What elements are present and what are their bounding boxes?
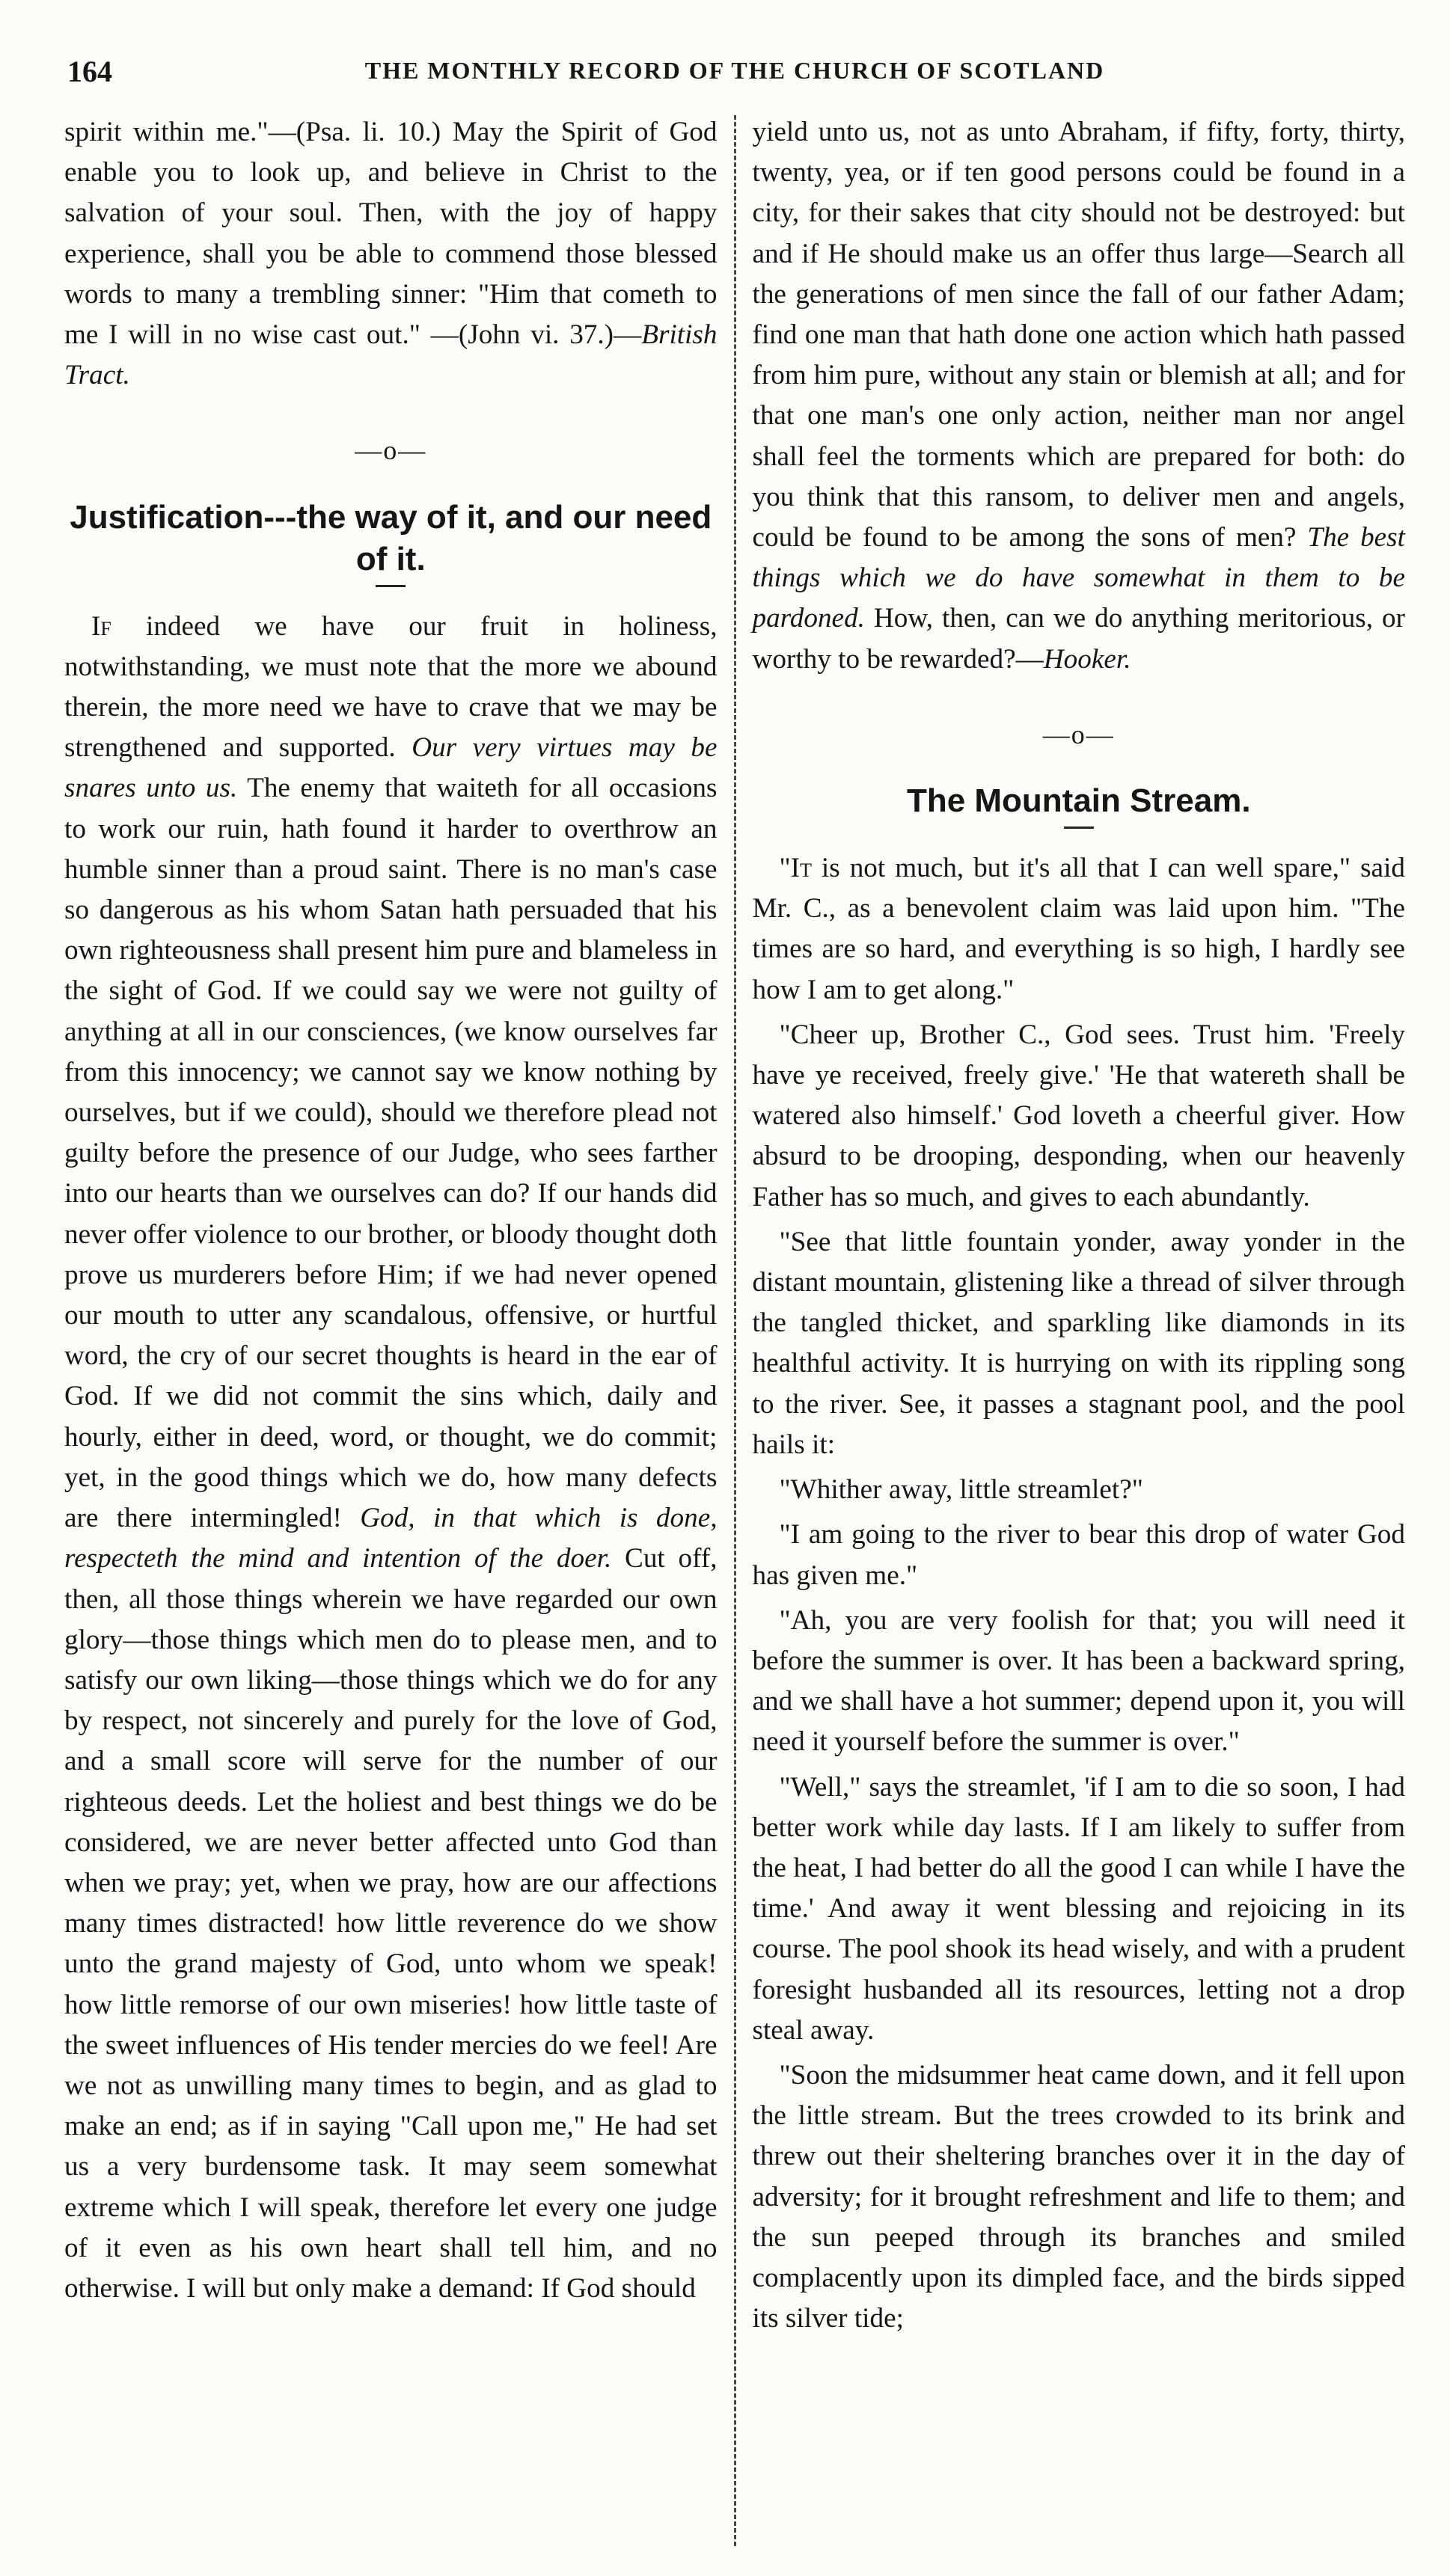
story-paragraph: "Whither away, little streamlet?" [779,1474,1143,1506]
story-paragraph: "Soon the midsummer heat came down, and it fell upon the little stream. But the trees crowded to its brink and threw out their sheltering branches over it in the day of adversity; for it brought refreshment and life to them; and the sun peeped through its branches and smiled complacently upon its dimpled face, and the birds sipped its silver tide; [752,2059,1405,2334]
title-rule [1064,827,1094,829]
justification-paragraph [64,607,718,2310]
emphasis-text: The best things which we do have somewhat in them to be pardoned. [752,522,1405,634]
paragraph-text: yield unto us, not as unto Abraham, if fifty, forty, thirty, twenty, yea, or if ten good persons could be found in a city, for their sakes that city should not be destroyed: but and if He should make us an offer thus large—Search all the generations of men since the fall of our father Adam; find one man that hath done one action which hath passed from him pure, without any stain or blemish at all; and for that one man's one only action, neither man nor angel shall feel the torments which are prepared for both: do you think that this ransom, to deliver men and angels, could be found to be among the sons of men? [752,117,1405,553]
story-paragraph: "I am going to the river to bear this drop of water God has given me." [752,1519,1405,1591]
running-title: THE MONTHLY RECORD OF THE CHURCH OF SCOTLAND [364,57,1105,84]
emphasis-text: Our very virtues may be snares unto us. [64,732,718,804]
paragraph-text: is not much, but it's all that I can well spare," said Mr. C., as a benevolent claim was laid upon him. "The times are so hard, and everything is so high, I hardly see how I am to get along." [752,853,1405,1005]
emphasis-text: God, in that which is done, respecteth the mind and intention of the doer. [64,1503,718,1574]
story-paragraph: "Cheer up, Brother C., God sees. Trust him. 'Freely have ye received, freely give.' 'He that watereth shall be watered also himself.' God loveth a cheerful giver. How absurd to be drooping, desponding, when our heavenly Father has so much, and gives to each abundantly. [752,1019,1405,1212]
intro-paragraph [64,112,718,396]
separator: —o— [1042,719,1115,749]
separator: —o— [355,435,427,466]
paragraph-text: indeed we have our fruit in holiness, notwithstanding, we must note that the more we abound therein, the more need we have to crave that we may be strengthened and supported. [64,610,718,764]
article-title-justification: Justification---the way of it, and our need of it. [70,498,712,577]
story-paragraph: "Ah, you are very foolish for that; you will need it before the summer is over. It has been a backward spring, and we shall have a hot summer; depend upon it, you will need it yourself before the summer is over." [752,1604,1405,1758]
article-title-mountain-stream: The Mountain Stream. [906,782,1251,820]
paragraph-text: The enemy that waiteth for all occasions to work our ruin, hath found it harder to overthrow an humble sinner than a proud saint. There is no man's case so dangerous as his whom Satan hath persuaded that his own righteousness shall present him pure and blameless in the sight of God. If we could say we were not guilty of anything at all in our consciences, (we know ourselves far from this innocency; we cannot say we know nothing by ourselves, but if we could), should we therefore plead not guilty before the presence of our Judge, who sees farther into our hearts than we ourselves can do? If our hands did never offer violence to our brother, or bloody thought doth prove us murderers before Him; if we had never opened our mouth to utter any scandalous, offensive, or hurtful word, the cry of our secret thoughts is heard in the ear of God. If we did not commit the sins which, daily and hourly, either in deed, word, or thought, we do commit; yet, in the good things which we do, how many defects are there intermingled! [64,773,718,1534]
right-column [736,112,1406,2546]
page-number: 164 [67,55,112,88]
intro-source: British Tract. [64,319,718,391]
lead-word: If [91,610,111,642]
running-head [64,48,1405,90]
title-rule [376,585,406,587]
columns [64,112,1405,2546]
story-paragraph: "Well," says the streamlet, 'if I am to die so soon, I had better work while day lasts. If I am likely to suffer from the heat, I had better do all the good I can while I have the time.' And away it went blessing and rejoicing in its course. The pool shook its head wisely, and with a prudent foresight husbanded all its resources, letting not a drop steal away. [752,1771,1405,2046]
paragraph-text: How, then, can we do anything meritorious, or worthy to be rewarded?— [752,603,1405,675]
source-citation: Hooker. [1043,643,1131,675]
paragraph-text: Cut off, then, all those things wherein we have regarded our own glory—those things which men do to please men, and to satisfy our own liking—those things which we do for any by respect, not sincerely and purely for the love of God, and a small score will serve for the number of our righteous deeds. Let the holiest and best things we do be considered, we are never better affected unto God than when we pray; yet, when we pray, how are our affections many times distracted! how little reverence do we show unto the grand majesty of God, unto whom we speak! how little remorse of our own miseries! how little taste of the sweet influences of His tender mercies do we feel! Are we not as unwilling many times to begin, and as glad to make an end; as if in saying "Call upon me," He had set us a very burdensome task. It may seem somewhat extreme which I will speak, therefore let every one judge of it even as his own heart shall tell him, and no otherwise. I will but only make a demand: If God should [64,1543,718,2304]
lead-word: "It [779,853,812,884]
left-column [64,112,734,2546]
story-paragraph [753,848,1406,1011]
continued-paragraph [753,112,1406,680]
intro-text: spirit within me."—(Psa. li. 10.) May the Spirit of God enable you to look up, and believe in Christ to the salvation of your soul. Then, with the joy of happy experience, shall you be able to commend those blessed words to many a trembling sinner: "Him that cometh to me I will in no wise cast out." —(John vi. 37.)— [64,117,718,351]
story-paragraph: "See that little fountain yonder, away yonder in the distant mountain, glistening like a thread of silver through the tangled thicket, and sparkling like diamonds in its healthful activity. It is hurrying on with its rippling song to the river. See, it passes a stagnant pool, and the pool hails it: [752,1226,1405,1460]
